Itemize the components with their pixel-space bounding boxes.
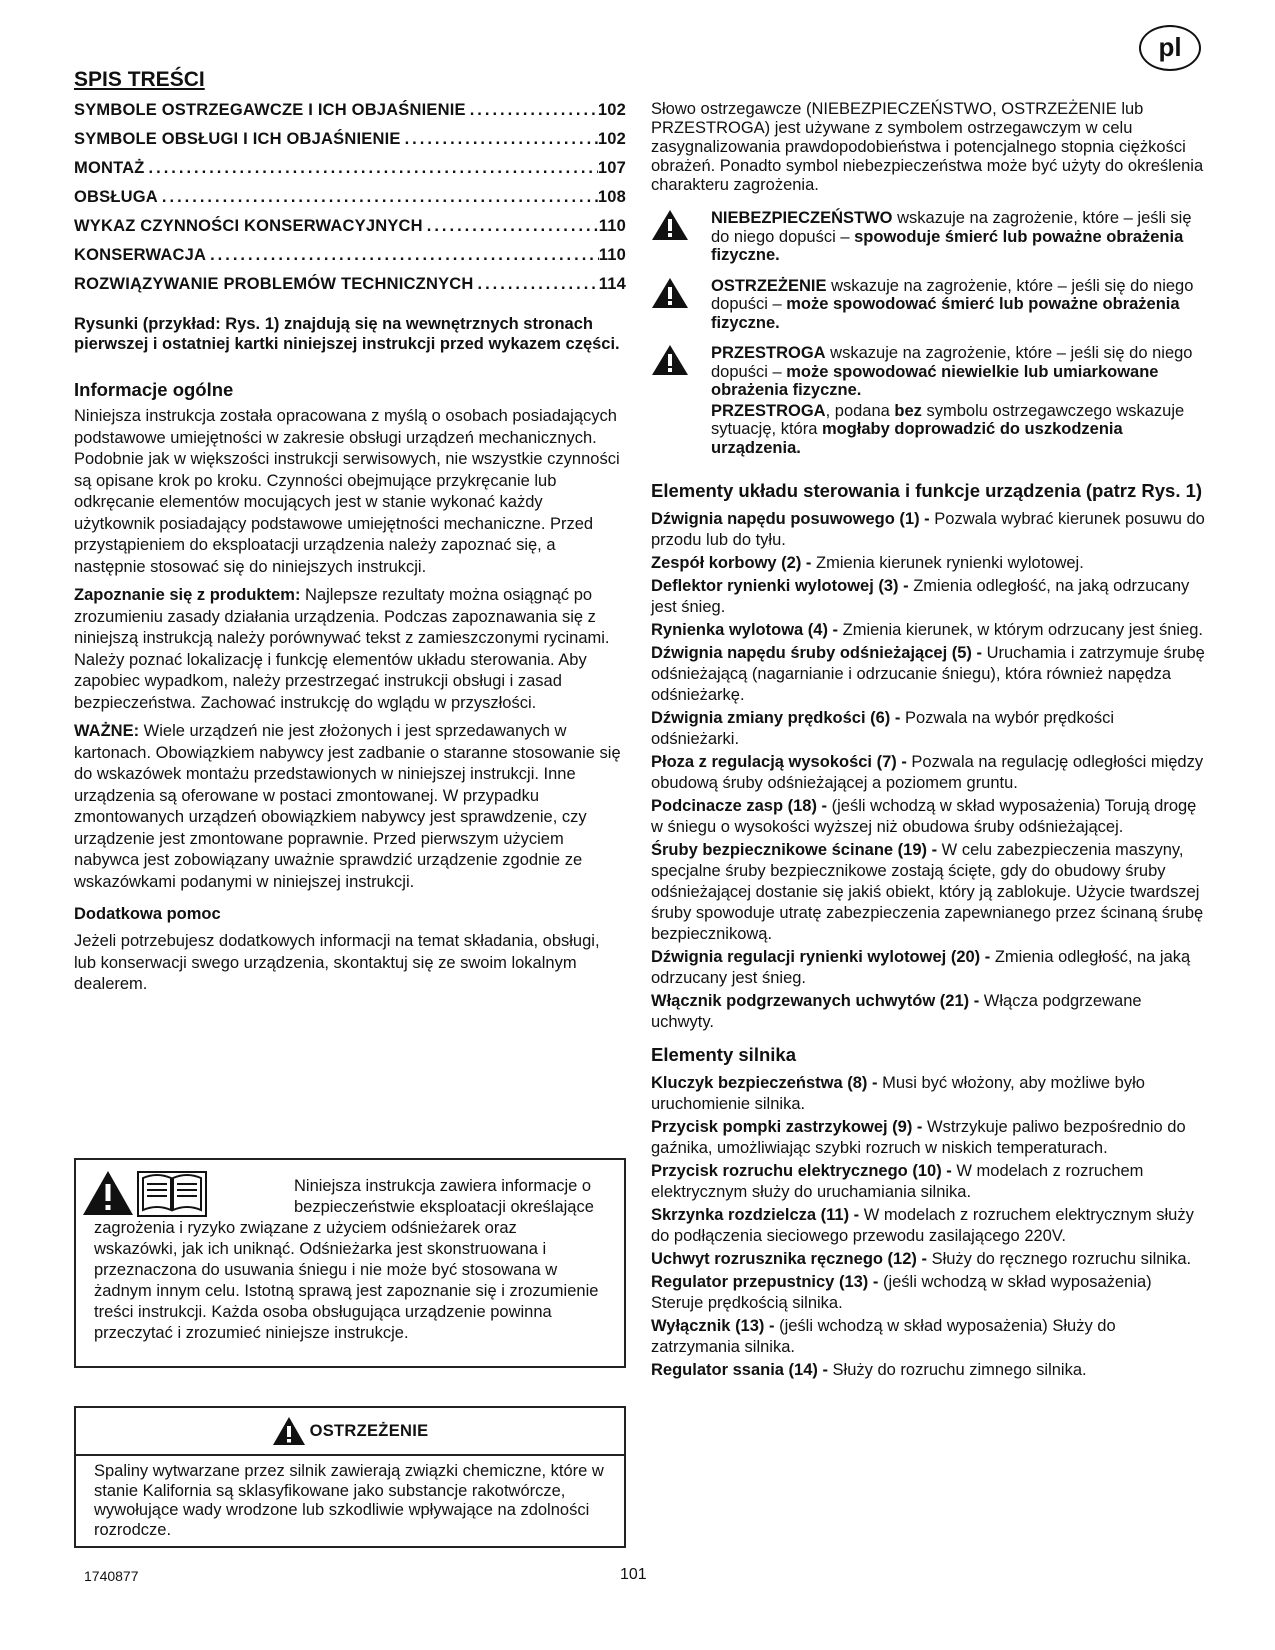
toc-entry-label: ROZWIĄZYWANIE PROBLEMÓW TECHNICZNYCH [74, 275, 474, 293]
page-number: 101 [620, 1566, 647, 1583]
toc-list [74, 96, 626, 299]
engine-item [651, 1360, 1206, 1381]
control-term: Podcinacze zasp (18) - [651, 797, 828, 815]
warning-box-header [76, 1408, 624, 1456]
danger-definition [651, 209, 1206, 265]
control-item [651, 752, 1206, 794]
engine-item [651, 1316, 1206, 1358]
paragraph-lead: WAŻNE: [74, 722, 140, 740]
engine-term: Wyłącznik (13) - [651, 1317, 775, 1335]
control-term: Dźwignia zmiany prędkości (6) - [651, 709, 901, 727]
engine-heading: Elementy silnika [651, 1044, 796, 1065]
prop65-warning-box [74, 1406, 626, 1548]
control-item [651, 576, 1206, 618]
control-term: Rynienka wylotowa (4) - [651, 621, 839, 639]
toc-entry-page: 108 [597, 188, 626, 206]
toc-leader [401, 125, 598, 154]
safety-info-text [94, 1176, 599, 1344]
product-familiarization-paragraph [74, 585, 626, 714]
engine-desc: Musi być włożony, aby możliwe było uruchomienie silnika. [651, 1074, 1145, 1113]
control-desc: (jeśli wchodzą w skład wyposażenia) Torują drogę w śniegu o wysokości wyższej niż obudowa śruby odśnieżającej. [651, 797, 1197, 836]
warning-box-title: OSTRZEŻENIE [309, 1421, 429, 1440]
controls-list [651, 509, 1206, 1033]
signal-consequence: spowoduje śmierć lub poważne obrażenia fizyczne. [711, 227, 1184, 264]
additional-help-heading: Dodatkowa pomoc [74, 905, 221, 923]
toc-entry-label: KONSERWACJA [74, 246, 207, 264]
signal-word-intro: Słowo ostrzegawcze (NIEBEZPIECZEŃSTWO, OSTRZEŻENIE lub PRZESTROGA) jest używane z symbolem ostrzegawczym w celu zasygnalizowania prawdopodobieństwa i potencjalnego stopnia ciężkości obrażeń. Ponadto symbol niebezpieczeństwa może być użyty do określenia charakteru zagrożenia. [651, 100, 1204, 194]
safety-info-box [74, 1158, 626, 1368]
toc-leader [423, 212, 599, 241]
important-paragraph [74, 721, 626, 893]
signal-word: OSTRZEŻENIE [711, 276, 827, 295]
caution-without-symbol [711, 402, 1206, 458]
control-term: Włącznik podgrzewanych uchwytów (21) - [651, 992, 980, 1010]
toc-entry[interactable] [74, 241, 626, 270]
control-item [651, 553, 1206, 574]
caution-definition-text [711, 344, 1206, 457]
control-desc: W celu zabezpieczenia maszyny, specjalne śruby bezpiecznikowe zostają ścięte, gdy do obudowy śruby odśnieżającej dostanie się jakiś obiekt, który ją zablokuje. Użycie twardszej śruby spowoduje utratę zabezpieczenia zapewnianego przez ścinaną śrubę bezpiecznikową. [651, 841, 1204, 943]
control-term: Dźwignia napędu posuwowego (1) - [651, 510, 930, 528]
warning-triangle-icon [651, 277, 711, 333]
engine-term: Przycisk pompki zastrzykowej (9) - [651, 1118, 923, 1136]
toc-leader [206, 241, 599, 270]
language-badge: pl [1139, 25, 1201, 71]
document-code: 1740877 [84, 1568, 139, 1584]
signal-consequence: może spowodować śmierć lub poważne obrażenia fizyczne. [711, 295, 1180, 332]
control-term: Zespół korbowy (2) - [651, 554, 812, 572]
toc-leader [466, 96, 598, 125]
engine-desc: Służy do rozruchu zimnego silnika. [827, 1361, 1087, 1379]
engine-term: Kluczyk bezpieczeństwa (8) - [651, 1074, 878, 1092]
engine-term: Przycisk rozruchu elektrycznego (10) - [651, 1162, 952, 1180]
signal-text: symbolu ostrzegawczego wskazuje sytuację, która [711, 401, 1185, 438]
toc-entry-label: OBSŁUGA [74, 188, 158, 206]
toc-leader [158, 183, 598, 212]
warning-definition [651, 277, 1206, 333]
signal-text: wskazuje na zagrożenie, które – jeśli się do niego dopuści – [711, 344, 1193, 381]
toc-entry-page: 102 [597, 101, 626, 119]
engine-desc: W modelach z rozruchem elektrycznym służy do uruchamiania silnika. [651, 1162, 1144, 1201]
control-item [651, 796, 1206, 838]
general-info-paragraph: Niniejsza instrukcja została opracowana z myślą o osobach posiadających podstawowe umiejętności w zakresie obsługi urządzeń mechanicznych. Podobnie jak w większości instrukcji serwisowych, nie wszystkie czynności są opisane krok po kroku. Czynności obejmujące przykręcanie lub odkręcanie elementów mocujących jest w stanie wykonać każdy użytkownik posiadający podstawowe umiejętności mechaniczne. Przed przystąpieniem do eksploatacji urządzenia należy zapoznać się, a następnie stosować się do niniejszych instrukcji. [74, 407, 620, 576]
toc-entry[interactable] [74, 96, 626, 125]
paragraph-text: Wiele urządzeń nie jest złożonych i jest sprzedawanych w kartonach. Obowiązkiem nabywcy jest zadbanie o staranne stosowanie się do wskazówek montażu przedstawionych w niniejszej instrukcji. Inne urządzenia są oferowane w postaci zmontowanej. W przypadku zmontowanych urządzeń obowiązkiem nabywcy jest sprawdzenie, czy urządzenie jest zmontowane poprawnie. Przed pierwszym użyciem nabywca jest zobowiązany uważnie sprawdzić urządzenie zgodnie ze wskazówkami podanymi w niniejszej instrukcji. [74, 722, 621, 891]
control-desc: Pozwala wybrać kierunek posuwu do przodu lub do tyłu. [651, 510, 1205, 549]
engine-item [651, 1205, 1206, 1247]
control-item [651, 991, 1206, 1033]
engine-item [651, 1073, 1206, 1115]
engine-desc: W modelach z rozruchem elektrycznym służy do podłączenia sieciowego przewodu zasilającego 220V. [651, 1206, 1194, 1245]
additional-help-text: Jeżeli potrzebujesz dodatkowych informacji na temat składania, obsługi, lub konserwacji swego urządzenia, skontaktuj się ze swoim lokalnym dealerem. [74, 932, 600, 993]
paragraph-text: Najlepsze rezultaty można osiągnąć po zrozumieniu zasady działania urządzenia. Podczas zapoznawania się z niniejszą instrukcją należy porównywać tekst z zamieszczonymi rycinami. Należy poznać lokalizację i funkcję elementów układu sterowania. Aby zapobiec wypadkom, należy przestrzegać instrukcji obsługi i zasad bezpieczeństwa. Zachować instrukcję do wglądu w przyszłości. [74, 586, 610, 712]
left-column [74, 68, 626, 1003]
toc-leader [474, 270, 599, 299]
control-term: Deflektor rynienki wylotowej (3) - [651, 577, 909, 595]
engine-item [651, 1117, 1206, 1159]
engine-item [651, 1249, 1206, 1270]
control-term: Dźwignia regulacji rynienki wylotowej (20) - [651, 948, 991, 966]
engine-term: Uchwyt rozrusznika ręcznego (12) - [651, 1250, 927, 1268]
engine-item [651, 1161, 1206, 1203]
toc-entry-page: 102 [597, 130, 626, 148]
toc-entry[interactable] [74, 125, 626, 154]
signal-word: NIEBEZPIECZEŃSTWO [711, 209, 893, 227]
paragraph-lead: Zapoznanie się z produktem: [74, 586, 301, 604]
toc-entry[interactable] [74, 183, 626, 212]
caution-definition [651, 344, 1206, 457]
engine-desc: (jeśli wchodzą w skład wyposażenia) Służy do zatrzymania silnika. [651, 1317, 1116, 1356]
toc-leader [145, 154, 598, 183]
control-desc: Włącza podgrzewane uchwyty. [651, 992, 1142, 1031]
signal-text: wskazuje na zagrożenie, które – jeśli się do niego dopuści – [711, 276, 1194, 313]
controls-heading: Elementy układu sterowania i funkcje urządzenia (patrz Rys. 1) [651, 480, 1203, 501]
toc-title: SPIS TREŚCI [74, 68, 205, 91]
toc-entry-page: 110 [598, 217, 626, 235]
control-item [651, 643, 1206, 706]
signal-word: PRZESTROGA [711, 344, 826, 362]
control-item [651, 509, 1206, 551]
warning-triangle-icon [272, 1416, 306, 1446]
control-item [651, 840, 1206, 945]
warning-box-text: Spaliny wytwarzane przez silnik zawierają związki chemiczne, które w stanie Kalifornia są sklasyfikowane jako substancje rakotwórcze, wywołujące wady wrodzone lub szkodliwie wpływające na zdolności rozrodcze. [94, 1462, 604, 1539]
toc-entry[interactable] [74, 154, 626, 183]
control-term: Dźwignia napędu śruby odśnieżającej (5) - [651, 644, 982, 662]
warning-triangle-icon [651, 344, 711, 457]
control-term: Śruby bezpiecznikowe ścinane (19) - [651, 841, 938, 859]
safety-line: Niniejsza instrukcja zawiera informacje o [294, 1177, 592, 1195]
engine-desc: (jeśli wchodzą w skład wyposażenia) Steruje prędkością silnika. [651, 1273, 1152, 1312]
control-desc: Zmienia kierunek rynienki wylotowej. [811, 554, 1084, 572]
toc-entry[interactable] [74, 212, 626, 241]
danger-definition-text [711, 209, 1206, 265]
control-desc: Pozwala na wybór prędkości odśnieżarki. [651, 709, 1115, 748]
toc-entry-label: SYMBOLE OBSŁUGI I ICH OBJAŚNIENIE [74, 130, 401, 148]
right-column [651, 100, 1206, 1383]
safety-line: bezpieczeństwie eksploatacji określające [294, 1198, 594, 1216]
engine-term: Regulator ssania (14) - [651, 1361, 828, 1379]
toc-entry[interactable] [74, 270, 626, 299]
engine-item [651, 1272, 1206, 1314]
engine-desc: Służy do ręcznego rozruchu silnika. [926, 1250, 1192, 1268]
signal-consequence: może spowodować niewielkie lub umiarkowane obrażenia fizyczne. [711, 362, 1159, 399]
toc-entry-page: 107 [597, 159, 626, 177]
general-info-heading: Informacje ogólne [74, 379, 234, 400]
engine-term: Regulator przepustnicy (13) - [651, 1273, 879, 1291]
control-desc: Zmienia odległość, na jaką odrzucany jest śnieg. [651, 948, 1191, 987]
toc-entry-page: 110 [598, 246, 626, 264]
signal-text: , podana [825, 401, 895, 420]
control-desc: Zmienia odległość, na jaką odrzucany jest śnieg. [651, 577, 1190, 616]
control-desc: Pozwala na regulację odległości między obudową śruby odśnieżającej a poziomem gruntu. [651, 753, 1204, 792]
figures-note: Rysunki (przykład: Rys. 1) znajdują się na wewnętrznych stronach pierwszej i ostatniej kartki niniejszej instrukcji przed wykazem części. [74, 315, 620, 353]
control-item [651, 620, 1206, 641]
signal-consequence: mogłaby doprowadzić do uszkodzenia urządzenia. [711, 420, 1123, 457]
safety-body: zagrożenia i ryzyko związane z użyciem odśnieżarek oraz wskazówki, jak ich uniknąć. Odśnieżarka jest skonstruowana i przeznaczona do usuwania śniegu i nie może być stosowana w żadnym innym celu. Istotną sprawą jest zapoznanie się i zrozumienie treści instrukcji. Każda osoba obsługująca urządzenie powinna przeczytać i zrozumieć niniejsze instrukcje. [94, 1219, 599, 1342]
emphasis-text: bez [894, 401, 922, 420]
toc-entry-label: WYKAZ CZYNNOŚCI KONSERWACYJNYCH [74, 217, 423, 235]
control-item [651, 708, 1206, 750]
control-desc: Zmienia kierunek, w którym odrzucany jest śnieg. [838, 621, 1204, 639]
toc-entry-label: SYMBOLE OSTRZEGAWCZE I ICH OBJAŚNIENIE [74, 101, 466, 119]
toc-entry-label: MONTAŻ [74, 159, 145, 177]
signal-word: PRZESTROGA [711, 401, 826, 420]
control-term: Płoza z regulacją wysokości (7) - [651, 753, 907, 771]
control-item [651, 947, 1206, 989]
warning-triangle-icon [651, 209, 711, 265]
engine-term: Skrzynka rozdzielcza (11) - [651, 1206, 860, 1224]
engine-list [651, 1073, 1206, 1381]
toc-entry-page: 114 [598, 275, 626, 293]
control-desc: Uruchamia i zatrzymuje śrubę odśnieżającą (nagarnianie i odrzucanie śniegu), która również napędza odśnieżarkę. [651, 644, 1205, 704]
engine-desc: Wstrzykuje paliwo bezpośrednio do gaźnika, umożliwiając szybki rozruch w niskich temperaturach. [651, 1118, 1186, 1157]
signal-text: wskazuje na zagrożenie, które – jeśli się do niego dopuści – [711, 209, 1192, 246]
warning-definition-text [711, 277, 1206, 333]
